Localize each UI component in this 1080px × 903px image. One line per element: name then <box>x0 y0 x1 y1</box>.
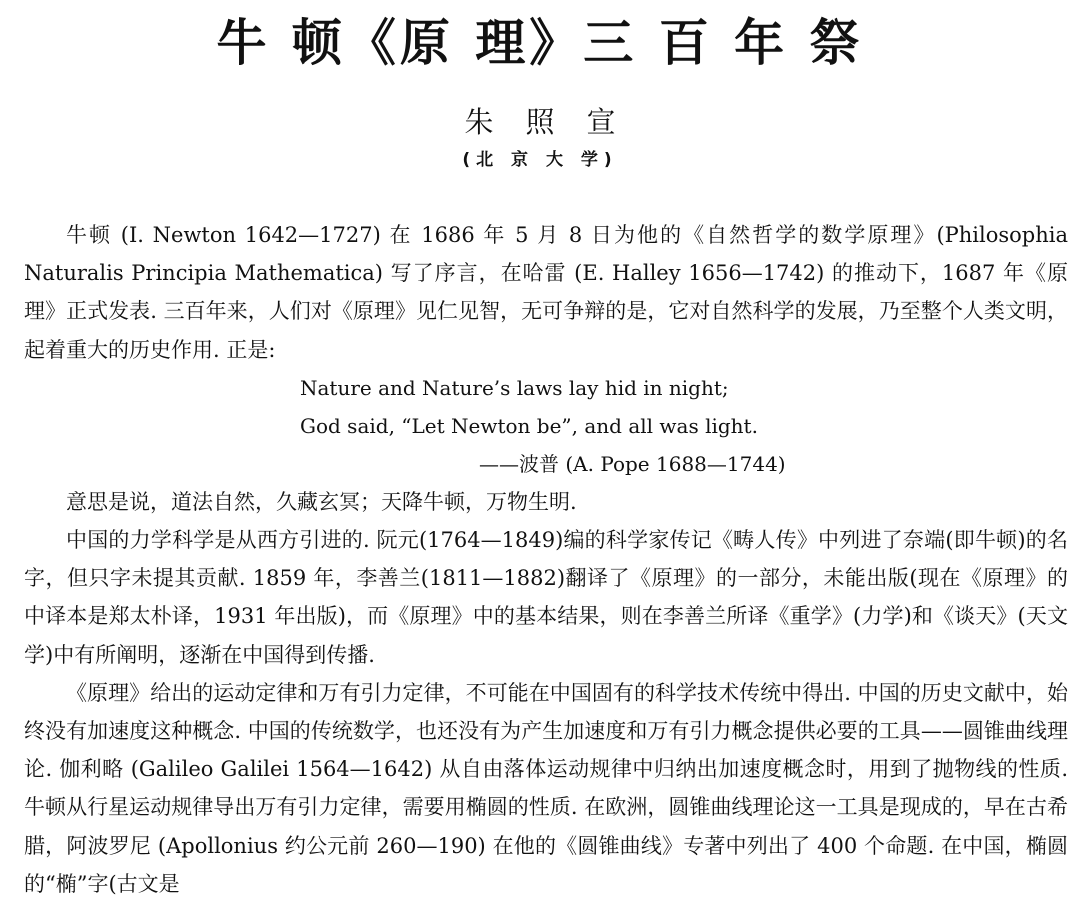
paragraph-intro: 牛顿 (I. Newton 1642—1727) 在 1686 年 5 月 8 日为他的《自然哲学的数学原理》(Philosophia Naturalis Principia Mathematica) 写了序言，在哈雷 (E. Halley 1656—1742) 的推动下，1687 年《原理》正式发表. 三百年来，人们对《原理》见仁见智，无可争辩的是，它对自然科学的发展，乃至整个人类文明，起着重大的历史作用. 正是: <box>24 223 1068 362</box>
poem-line-1: Nature and Nature’s laws lay hid in night; <box>300 375 729 400</box>
poem-line-2: God said, “Let Newton be”, and all was light. <box>300 413 758 438</box>
poem-translation: 意思是说，道法自然，久藏玄冥；天降牛顿，万物生明. <box>66 489 577 514</box>
article-body <box>24 216 1068 903</box>
paragraph-principia-laws: 《原理》给出的运动定律和万有引力定律，不可能在中国固有的科学技术传统中得出. 中国的历史文献中，始终没有加速度这种概念. 中国的传统数学，也还没有为产生加速度和万有引力概念提供必要的工具——圆锥曲线理论. 伽利略 (Galileo Galilei 1564—1642) 从自由落体运动规律中归纳出加速度概念时，用到了抛物线的性质. 牛顿从行星运动规律导出万有引力定律，需要用椭圆的性质. 在欧洲，圆锥曲线理论这一工具是现成的，早在古希腊，阿波罗尼 (Apollonius 约公元前 260—190) 在他的《圆锥曲线》专著中列出了 400 个命题. 在中国，椭圆的“椭”字(古文是 <box>24 680 1068 896</box>
paragraph-mechanics-in-china: 中国的力学科学是从西方引进的. 阮元(1764—1849)编的科学家传记《畴人传》中列进了奈端(即牛顿)的名字，但只字未提其贡献. 1859 年，李善兰(1811—1882)翻译了《原理》的一部分，未能出版(现在《原理》的中译本是郑太朴译，1931 年出版)，而《原理》中的基本结果，则在李善兰所译《重学》(力学)和《谈天》(天文学)中有所阐明，逐渐在中国得到传播. <box>24 528 1068 667</box>
pope-couplet <box>24 369 1068 445</box>
poem-attribution: ——波普 (A. Pope 1688—1744) <box>479 451 786 476</box>
author-affiliation: (北 京 大 学) <box>462 150 618 170</box>
author-name: 朱照宣 <box>464 105 648 139</box>
article-title: 牛 顿《原 理》三 百 年 祭 <box>216 14 864 72</box>
